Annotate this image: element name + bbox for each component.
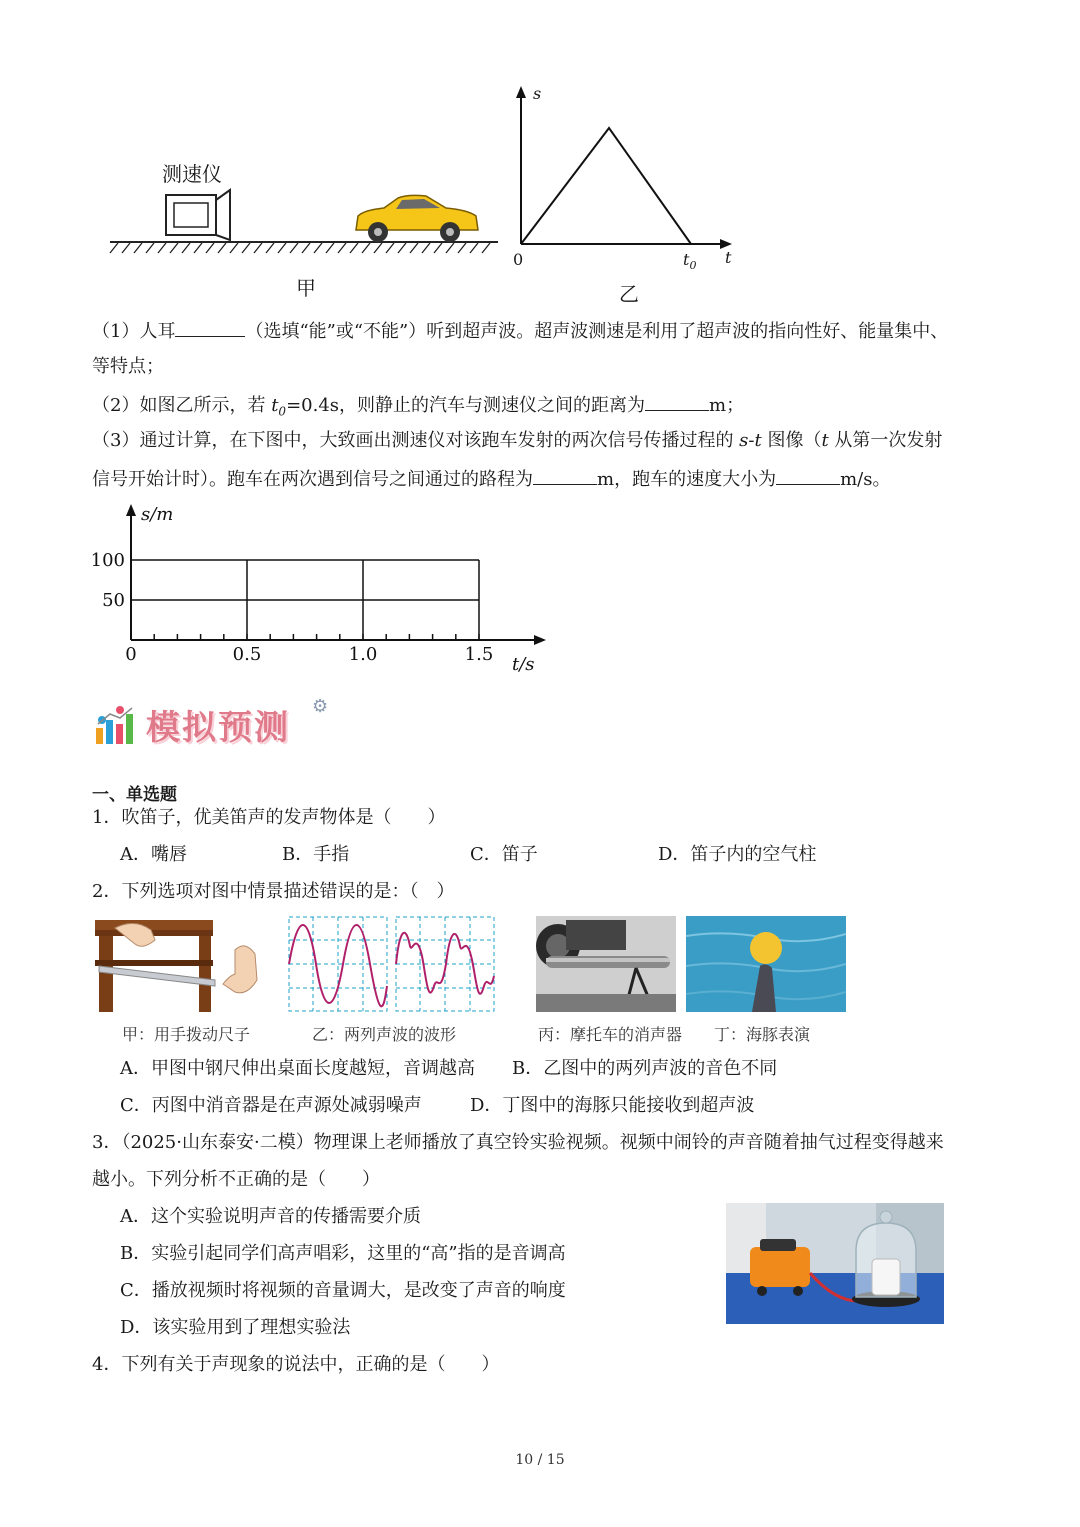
q2-caption-ding: 丁：海豚表演 [714,1025,811,1044]
q2-stem: 2．下列选项对图中情景描述错误的是：（ ） [92,881,455,902]
t0-label: $t_0$ [683,250,697,273]
answer-blank[interactable] [175,318,245,337]
q1-option-d[interactable]: D．笛子内的空气柱 [658,844,817,865]
answer-blank[interactable] [776,466,840,485]
part1-line1: （1）人耳 （选填“能”或“不能”）听到超声波。超声波测速是利用了超声波的指向性好、能量集中、 [92,318,948,344]
part3-line1: （3）通过计算，在下图中，大致画出测速仪对该跑车发射的两次信号传播过程的 s-t 图像（t 从第一次发射 [92,430,943,451]
vacuum-bell-jar-photo [726,1203,944,1324]
gear-icon: ⚙ [312,696,329,717]
q2-option-a[interactable]: A．甲图中钢尺伸出桌面长度越短，音调越高 [120,1058,475,1079]
axis-s-label: s [533,84,542,103]
q3-option-b[interactable]: B．实验引起同学们高声唱彩，这里的“高”指的是音调高 [120,1243,566,1264]
q2-option-c[interactable]: C．丙图中消音器是在声源处减弱噪声 [120,1095,422,1116]
bar-chart-icon [94,704,148,746]
banner-mock-prediction [94,696,339,750]
q3-stem-line1: 3．（2025·山东泰安·二模）物理课上老师播放了真空铃实验视频。视频中闹铃的声音随着抽气过程变得越来 [92,1132,944,1153]
q2-option-d[interactable]: D．丁图中的海豚只能接收到超声波 [470,1095,755,1116]
x-axis-arrow [534,635,546,645]
waveform-figure [288,916,496,1014]
st-grid-chart [88,500,558,680]
y-axis-label: s/m [141,504,174,525]
dolphin-photo [686,916,846,1012]
x-axis-label: t/s [512,654,535,675]
q3-option-a[interactable]: A．这个实验说明声音的传播需要介质 [120,1206,421,1227]
st-triangle-graph [505,82,755,304]
motorcycle-photo [536,916,676,1012]
q1-option-a[interactable]: A．嘴唇 [120,844,187,865]
part3-line2: 信号开始计时）。跑车在两次遇到信号之间通过的路程为 m，跑车的速度大小为 m/s。 [92,466,890,492]
part1-line2: 等特点； [92,356,164,377]
q2-caption-jia: 甲：用手拨动尺子 [122,1025,251,1044]
q2-caption-bing: 丙：摩托车的消声器 [538,1025,683,1044]
axis-t-label: t [725,248,732,267]
q4-stem: 4．下列有关于声现象的说法中，正确的是（ ） [92,1354,500,1375]
part2-line: （2）如图乙所示，若 $t_0=0.4s$，则静止的汽车与测速仪之间的距离为 m； [92,392,744,424]
origin-label: 0 [513,250,524,269]
y-axis-arrow [126,504,136,516]
y-tick-label: 50 [102,590,125,611]
q1-option-c[interactable]: C．笛子 [470,844,538,865]
q2-option-b[interactable]: B．乙图中的两列声波的音色不同 [512,1058,778,1079]
q3-stem-line2: 越小。下列分析不正确的是（ ） [92,1169,380,1190]
y-tick-label: 100 [90,550,125,571]
x-tick-label: 1.5 [464,644,494,665]
section-title: 一、单选题 [92,785,177,805]
q3-option-c[interactable]: C．播放视频时将视频的音量调大，是改变了声音的响度 [120,1280,566,1301]
st-grid-chart-svg [88,500,558,680]
x-tick-label: 0 [125,644,137,665]
banner-text: 模拟预测 [146,708,290,748]
q1-stem: 1．吹笛子，优美笛声的发声物体是（ ） [92,807,446,828]
figure-yi [505,82,755,304]
ruler-photo [95,920,267,1012]
answer-blank[interactable] [645,392,709,411]
answer-blank[interactable] [533,466,597,485]
page-number: 10 / 15 [515,1452,565,1468]
figure-yi-caption: 乙 [619,282,639,306]
speed-detector-label: 测速仪 [162,162,222,186]
car-icon [356,195,478,242]
q1-option-b[interactable]: B．手指 [282,844,350,865]
x-tick-label: 0.5 [232,644,262,665]
q3-option-d[interactable]: D．该实验用到了理想实验法 [120,1317,351,1338]
figure-jia [108,150,500,300]
figure-jia-caption: 甲 [296,276,316,300]
x-tick-label: 1.0 [348,644,378,665]
q2-caption-yi: 乙：两列声波的波形 [312,1025,457,1044]
